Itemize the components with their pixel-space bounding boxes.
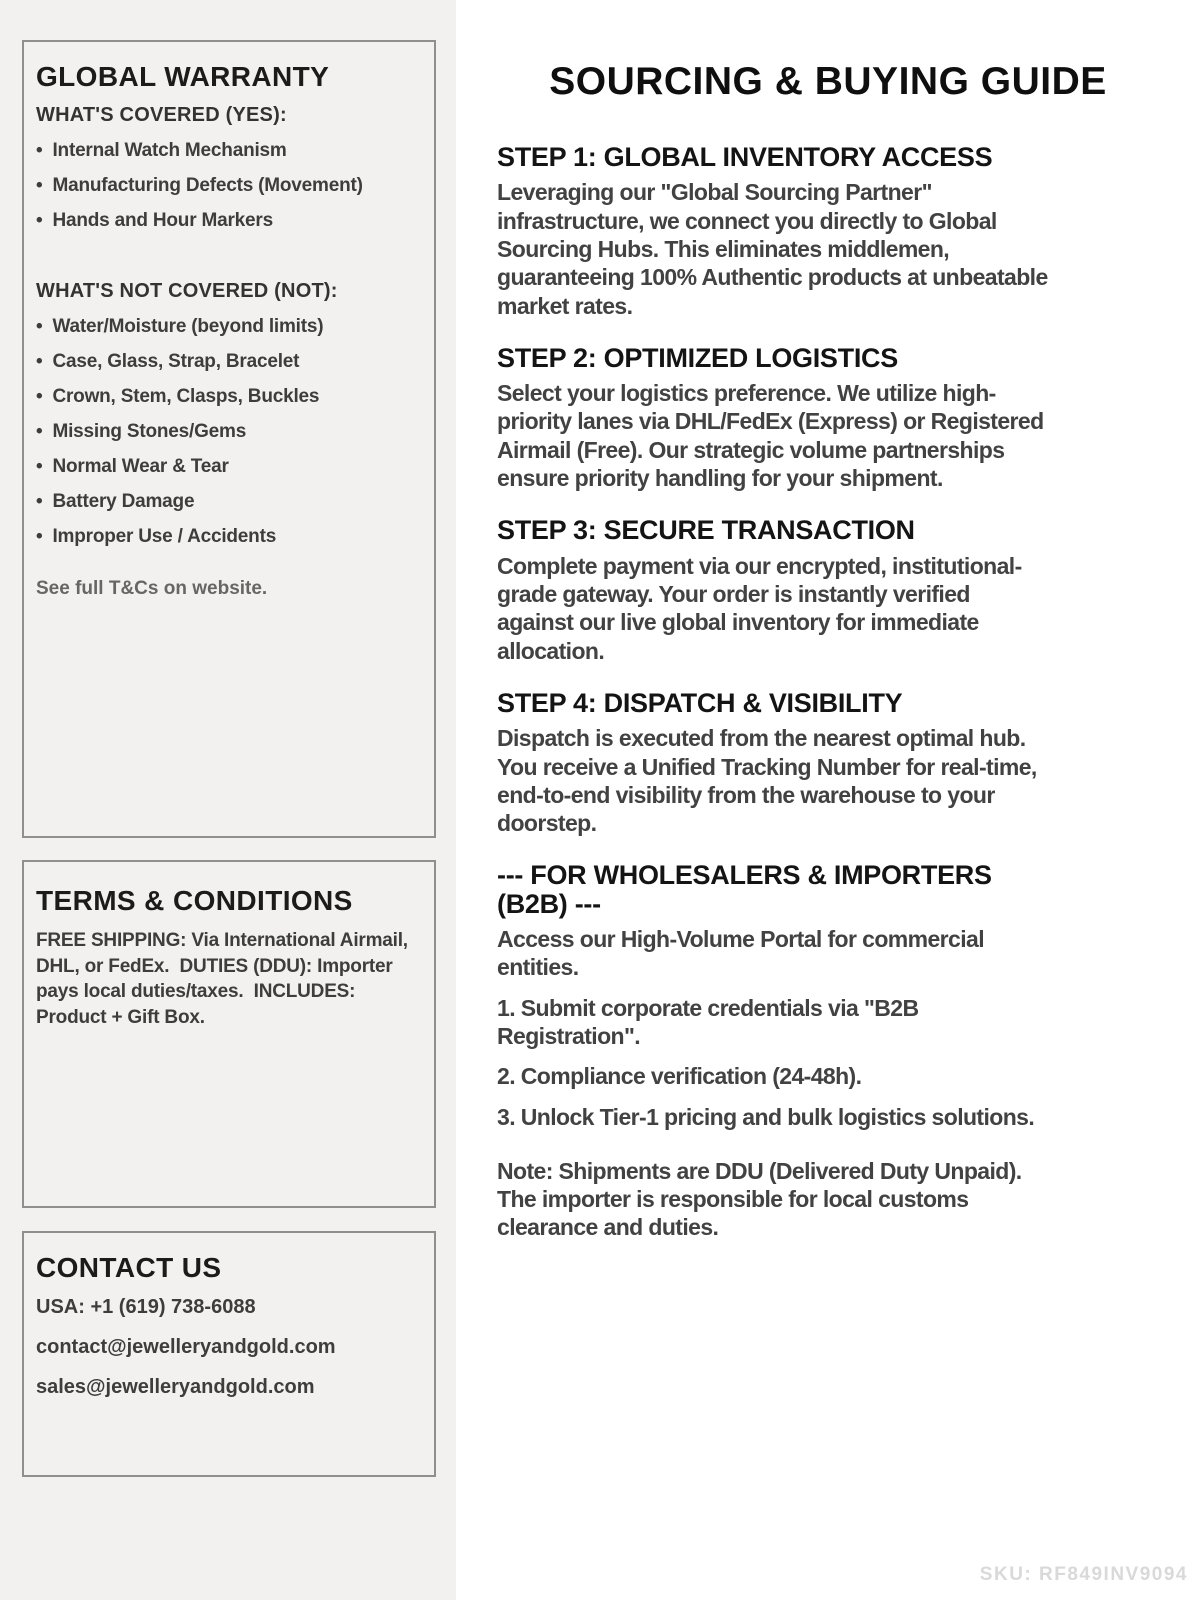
list-item: • Water/Moisture (beyond limits) <box>36 309 422 344</box>
step-2-section <box>497 344 1049 493</box>
step-2-body: Select your logistics preference. We utilize high-priority lanes via DHL/FedEx (Express) or Registered Airmail (Free). Our strategic volume partnerships ensure priority handling for your shipment. <box>497 380 1044 492</box>
contact-phone: USA: +1 (619) 738-6088 <box>36 1296 256 1319</box>
step-2-heading: STEP 2: OPTIMIZED LOGISTICS <box>497 342 898 373</box>
step-4-body: Dispatch is executed from the nearest optimal hub. You receive a Unified Tracking Number for real-time, end-to-end visibility from the warehouse to your doorstep. <box>497 725 1037 837</box>
b2b-note: Note: Shipments are DDU (Delivered Duty Unpaid). The importer is responsible for local customs clearance and duties. <box>497 1157 1022 1241</box>
covered-list <box>36 133 422 238</box>
guide-content <box>497 143 1049 1242</box>
b2b-item-list <box>497 994 1049 1131</box>
step-3-section <box>497 516 1049 665</box>
contact-title: CONTACT US <box>36 1252 222 1283</box>
step-1-heading: STEP 1: GLOBAL INVENTORY ACCESS <box>497 142 993 172</box>
b2b-intro: Access our High-Volume Portal for commercial entities. <box>497 926 984 981</box>
step-4-section <box>497 689 1049 838</box>
terms-body: FREE SHIPPING: Via International Airmail, DHL, or FedEx. DUTIES (DDU): Importer pays local duties/taxes. INCLUDES: Product + Gift Box. <box>36 930 413 1028</box>
list-item: • Manufacturing Defects (Movement) <box>36 168 422 203</box>
info-sidebar <box>0 0 456 1600</box>
list-item: 2. Compliance verification (24-48h). <box>497 1063 862 1090</box>
sourcing-guide-main <box>456 0 1200 1600</box>
list-item: • Hands and Hour Markers <box>36 203 422 238</box>
terms-title: TERMS & CONDITIONS <box>36 885 353 916</box>
list-item: • Improper Use / Accidents <box>36 519 422 554</box>
terms-conditions-box <box>22 860 436 1208</box>
step-3-body: Complete payment via our encrypted, institutional-grade gateway. Your order is instantly verified against our live global inventory for immediate allocation. <box>497 552 1022 664</box>
list-item: 1. Submit corporate credentials via "B2B Registration". <box>497 994 919 1049</box>
step-4-heading: STEP 4: DISPATCH & VISIBILITY <box>497 687 903 718</box>
global-warranty-box <box>22 40 436 838</box>
step-1-section <box>497 143 1049 320</box>
warranty-note: See full T&Cs on website. <box>36 578 268 600</box>
warranty-title: GLOBAL WARRANTY <box>36 61 330 92</box>
list-item: • Missing Stones/Gems <box>36 414 422 449</box>
not-covered-list <box>36 309 422 554</box>
sku-label: SKU: RF849INV9094 <box>979 1564 1188 1585</box>
not-covered-heading: WHAT'S NOT COVERED (NOT): <box>36 280 338 303</box>
contact-us-box <box>22 1231 436 1477</box>
list-item: • Normal Wear & Tear <box>36 449 422 484</box>
list-item: 3. Unlock Tier-1 pricing and bulk logistics solutions. <box>497 1103 1035 1130</box>
step-1-body: Leveraging our "Global Sourcing Partner" infrastructure, we connect you directly to Global Sourcing Hubs. This eliminates middlemen, guaranteeing 100% Authentic products at unbeatable market rates. <box>497 179 1048 319</box>
list-item: • Case, Glass, Strap, Bracelet <box>36 344 422 379</box>
page-title: SOURCING & BUYING GUIDE <box>549 60 1107 103</box>
list-item: • Internal Watch Mechanism <box>36 133 422 168</box>
covered-heading: WHAT'S COVERED (YES): <box>36 104 287 127</box>
b2b-heading: --- FOR WHOLESALERS & IMPORTERS (B2B) --- <box>497 860 992 919</box>
contact-email-primary: contact@jewelleryandgold.com <box>36 1336 336 1359</box>
step-3-heading: STEP 3: SECURE TRANSACTION <box>497 515 915 546</box>
b2b-section <box>497 861 1049 1241</box>
list-item: • Crown, Stem, Clasps, Buckles <box>36 379 422 414</box>
list-item: • Battery Damage <box>36 484 422 519</box>
contact-email-sales: sales@jewelleryandgold.com <box>36 1376 315 1399</box>
